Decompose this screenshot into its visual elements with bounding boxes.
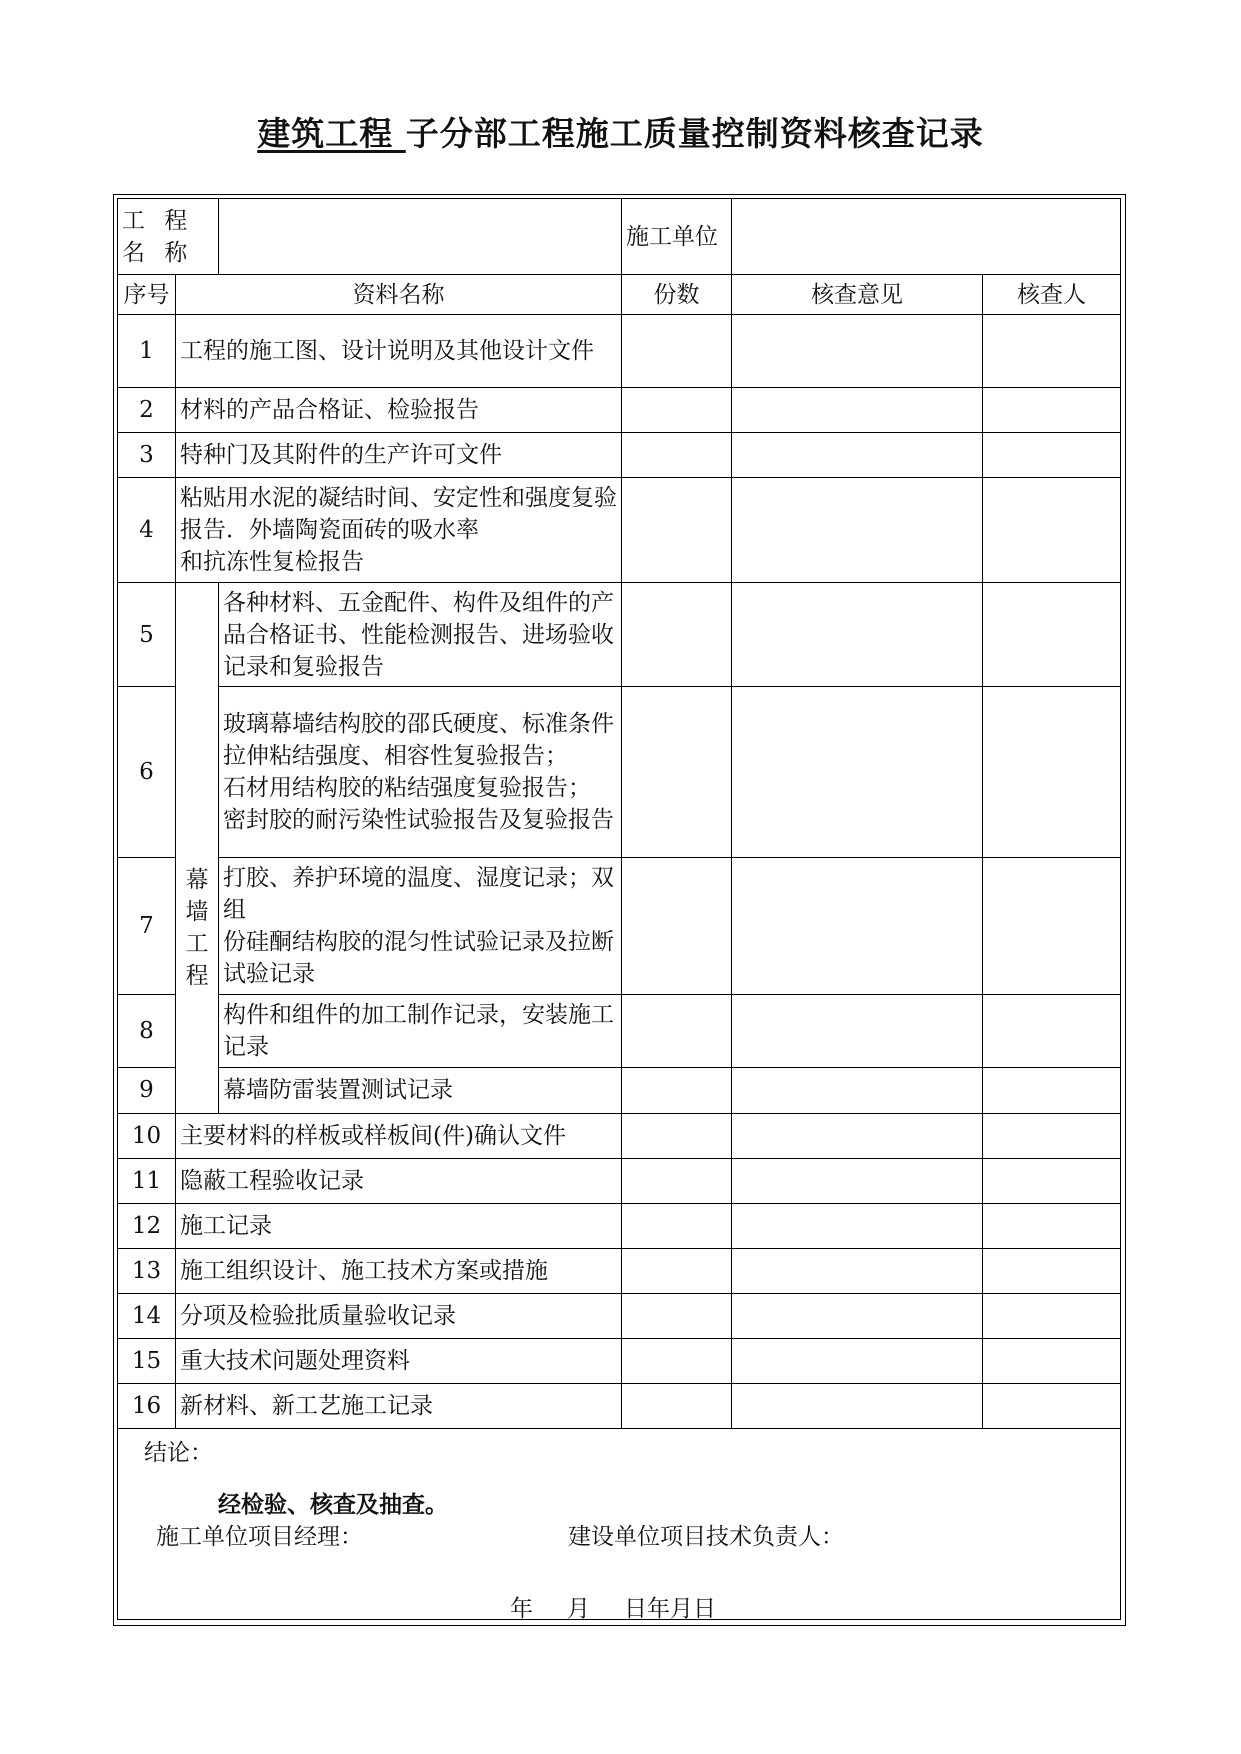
row-no: 13 [118, 1248, 176, 1293]
row-copies[interactable] [622, 315, 732, 387]
table-row [118, 1339, 1121, 1384]
conclusion-row [118, 1429, 1121, 1620]
header-row [118, 199, 1121, 275]
project-manager-label: 施工单位项目经理： [156, 1524, 363, 1551]
row-opinion[interactable] [732, 477, 983, 582]
table-row [118, 387, 1121, 432]
row-name: 施工组织设计、施工技术方案或措施 [176, 1248, 622, 1293]
row-checker[interactable] [983, 1068, 1121, 1113]
row-opinion[interactable] [732, 387, 983, 432]
title-underlined: 建筑工程 [257, 114, 406, 153]
row-copies[interactable] [622, 1248, 732, 1293]
row-no: 15 [118, 1339, 176, 1384]
row-opinion[interactable] [732, 1158, 983, 1203]
row-opinion[interactable] [732, 1384, 983, 1429]
row-no: 10 [118, 1113, 176, 1158]
row-checker[interactable] [983, 1158, 1121, 1203]
row-copies[interactable] [622, 387, 732, 432]
row-opinion[interactable] [732, 1068, 983, 1113]
row-no: 6 [118, 687, 176, 857]
row-name [176, 477, 622, 582]
conclusion-text: 经检验、核查及抽查。 [218, 1492, 448, 1519]
row-opinion[interactable] [732, 1113, 983, 1158]
row-checker[interactable] [983, 477, 1121, 582]
table-row [118, 1384, 1121, 1429]
row-name: 构件和组件的加工制作记录，安装施工记录 [219, 995, 622, 1068]
row-copies[interactable] [622, 1113, 732, 1158]
row-name: 主要材料的样板或样板间(件)确认文件 [176, 1113, 622, 1158]
conclusion-cell[interactable] [118, 1429, 1121, 1620]
row-name: 重大技术问题处理资料 [176, 1339, 622, 1384]
row-name-line: 和抗冻性复检报告 [180, 548, 364, 575]
row-name-line: 石材用结构胶的粘结强度复验报告； [223, 775, 591, 802]
row-no: 1 [118, 315, 176, 387]
row-copies[interactable] [622, 1384, 732, 1429]
construction-unit-label: 施工单位 [622, 199, 732, 275]
date-year: 年 [510, 1596, 533, 1620]
row-checker[interactable] [983, 1113, 1121, 1158]
row-name: 特种门及其附件的生产许可文件 [176, 432, 622, 477]
row-name [219, 857, 622, 994]
column-header-row [118, 275, 1121, 315]
row-opinion[interactable] [732, 1294, 983, 1339]
row-checker[interactable] [983, 432, 1121, 477]
table-row [118, 1203, 1121, 1248]
col-name-header: 资料名称 [176, 275, 622, 315]
title-rest: 子分部工程施工质量控制资料核查记录 [405, 114, 984, 153]
row-no: 11 [118, 1158, 176, 1203]
row-checker[interactable] [983, 1203, 1121, 1248]
row-name: 工程的施工图、设计说明及其他设计文件 [176, 315, 622, 387]
project-name-label: 工 程 名 称 [118, 199, 219, 275]
table-row [118, 857, 1121, 994]
project-name-value[interactable] [219, 199, 622, 275]
row-name: 幕墙防雷装置测试记录 [219, 1068, 622, 1113]
table-row [118, 1113, 1121, 1158]
row-checker[interactable] [983, 315, 1121, 387]
row-name: 隐蔽工程验收记录 [176, 1158, 622, 1203]
row-no: 14 [118, 1294, 176, 1339]
construction-unit-value[interactable] [732, 199, 1121, 275]
col-checker-header: 核查人 [983, 275, 1121, 315]
row-no: 5 [118, 583, 176, 687]
table-row [118, 995, 1121, 1068]
row-checker[interactable] [983, 857, 1121, 994]
row-checker[interactable] [983, 995, 1121, 1068]
date-rest: 日年月日 [624, 1596, 716, 1620]
table-row [118, 315, 1121, 387]
conclusion-label: 结论： [144, 1440, 213, 1467]
table-row [118, 583, 1121, 687]
table-row [118, 1294, 1121, 1339]
row-name: 材料的产品合格证、检验报告 [176, 387, 622, 432]
row-no: 16 [118, 1384, 176, 1429]
row-copies[interactable] [622, 1203, 732, 1248]
row-no: 3 [118, 432, 176, 477]
row-opinion[interactable] [732, 1203, 983, 1248]
row-checker[interactable] [983, 1294, 1121, 1339]
row-name-line: 份硅酮结构胶的混匀性试验记录及拉断试验记录 [223, 928, 614, 987]
row-no: 9 [118, 1068, 176, 1113]
sign-date [510, 1593, 750, 1619]
table-row [118, 1068, 1121, 1113]
row-name: 各种材料、五金配件、构件及组件的产品合格证书、性能检测报告、进场验收记录和复验报告 [219, 583, 622, 687]
table-row [118, 477, 1121, 582]
inspection-table [117, 198, 1121, 1620]
row-no: 4 [118, 477, 176, 582]
technical-lead-label: 建设单位项目技术负责人： [568, 1524, 844, 1551]
row-copies[interactable] [622, 1339, 732, 1384]
row-checker[interactable] [983, 687, 1121, 857]
row-name-line: 玻璃幕墙结构胶的邵氏硬度、标准条件拉伸粘结强度、相容性复验报告； [223, 711, 614, 770]
table-row [118, 1248, 1121, 1293]
row-copies[interactable] [622, 687, 732, 857]
row-opinion[interactable] [732, 432, 983, 477]
row-name: 施工记录 [176, 1203, 622, 1248]
row-name-line: 密封胶的耐污染性试验报告及复验报告 [223, 807, 614, 834]
row-opinion[interactable] [732, 995, 983, 1068]
row-name-line: 打胶、养护环境的温度、湿度记录；双组 [223, 864, 614, 923]
row-name: 新材料、新工艺施工记录 [176, 1384, 622, 1429]
row-name-line: 粘贴用水泥的凝结时间、安定性和强度复验报告．外墙陶瓷面砖的吸水率 [180, 484, 617, 543]
date-month: 月 [567, 1596, 590, 1620]
col-copies-header: 份数 [622, 275, 732, 315]
table-row [118, 1158, 1121, 1203]
table-row [118, 432, 1121, 477]
row-copies[interactable] [622, 995, 732, 1068]
group-label-text: 幕墙工程 [185, 866, 209, 989]
row-copies[interactable] [622, 1294, 732, 1339]
row-name: 分项及检验批质量验收记录 [176, 1294, 622, 1339]
row-checker[interactable] [983, 387, 1121, 432]
row-checker[interactable] [983, 1339, 1121, 1384]
row-opinion[interactable] [732, 1339, 983, 1384]
row-copies[interactable] [622, 1158, 732, 1203]
row-copies[interactable] [622, 1068, 732, 1113]
row-checker[interactable] [983, 1384, 1121, 1429]
row-checker[interactable] [983, 1248, 1121, 1293]
table-row [118, 687, 1121, 857]
page-title [0, 112, 1241, 156]
row-no: 12 [118, 1203, 176, 1248]
col-opinion-header: 核查意见 [732, 275, 983, 315]
row-no: 2 [118, 387, 176, 432]
row-opinion[interactable] [732, 857, 983, 994]
row-copies[interactable] [622, 583, 732, 687]
row-no: 7 [118, 857, 176, 994]
col-no-header: 序号 [118, 275, 176, 315]
row-no: 8 [118, 995, 176, 1068]
row-copies[interactable] [622, 432, 732, 477]
row-opinion[interactable] [732, 687, 983, 857]
row-opinion[interactable] [732, 315, 983, 387]
row-opinion[interactable] [732, 1248, 983, 1293]
row-name [219, 687, 622, 857]
row-opinion[interactable] [732, 583, 983, 687]
row-copies[interactable] [622, 857, 732, 994]
row-checker[interactable] [983, 583, 1121, 687]
group-label-curtain-wall [176, 583, 219, 1113]
row-copies[interactable] [622, 477, 732, 582]
